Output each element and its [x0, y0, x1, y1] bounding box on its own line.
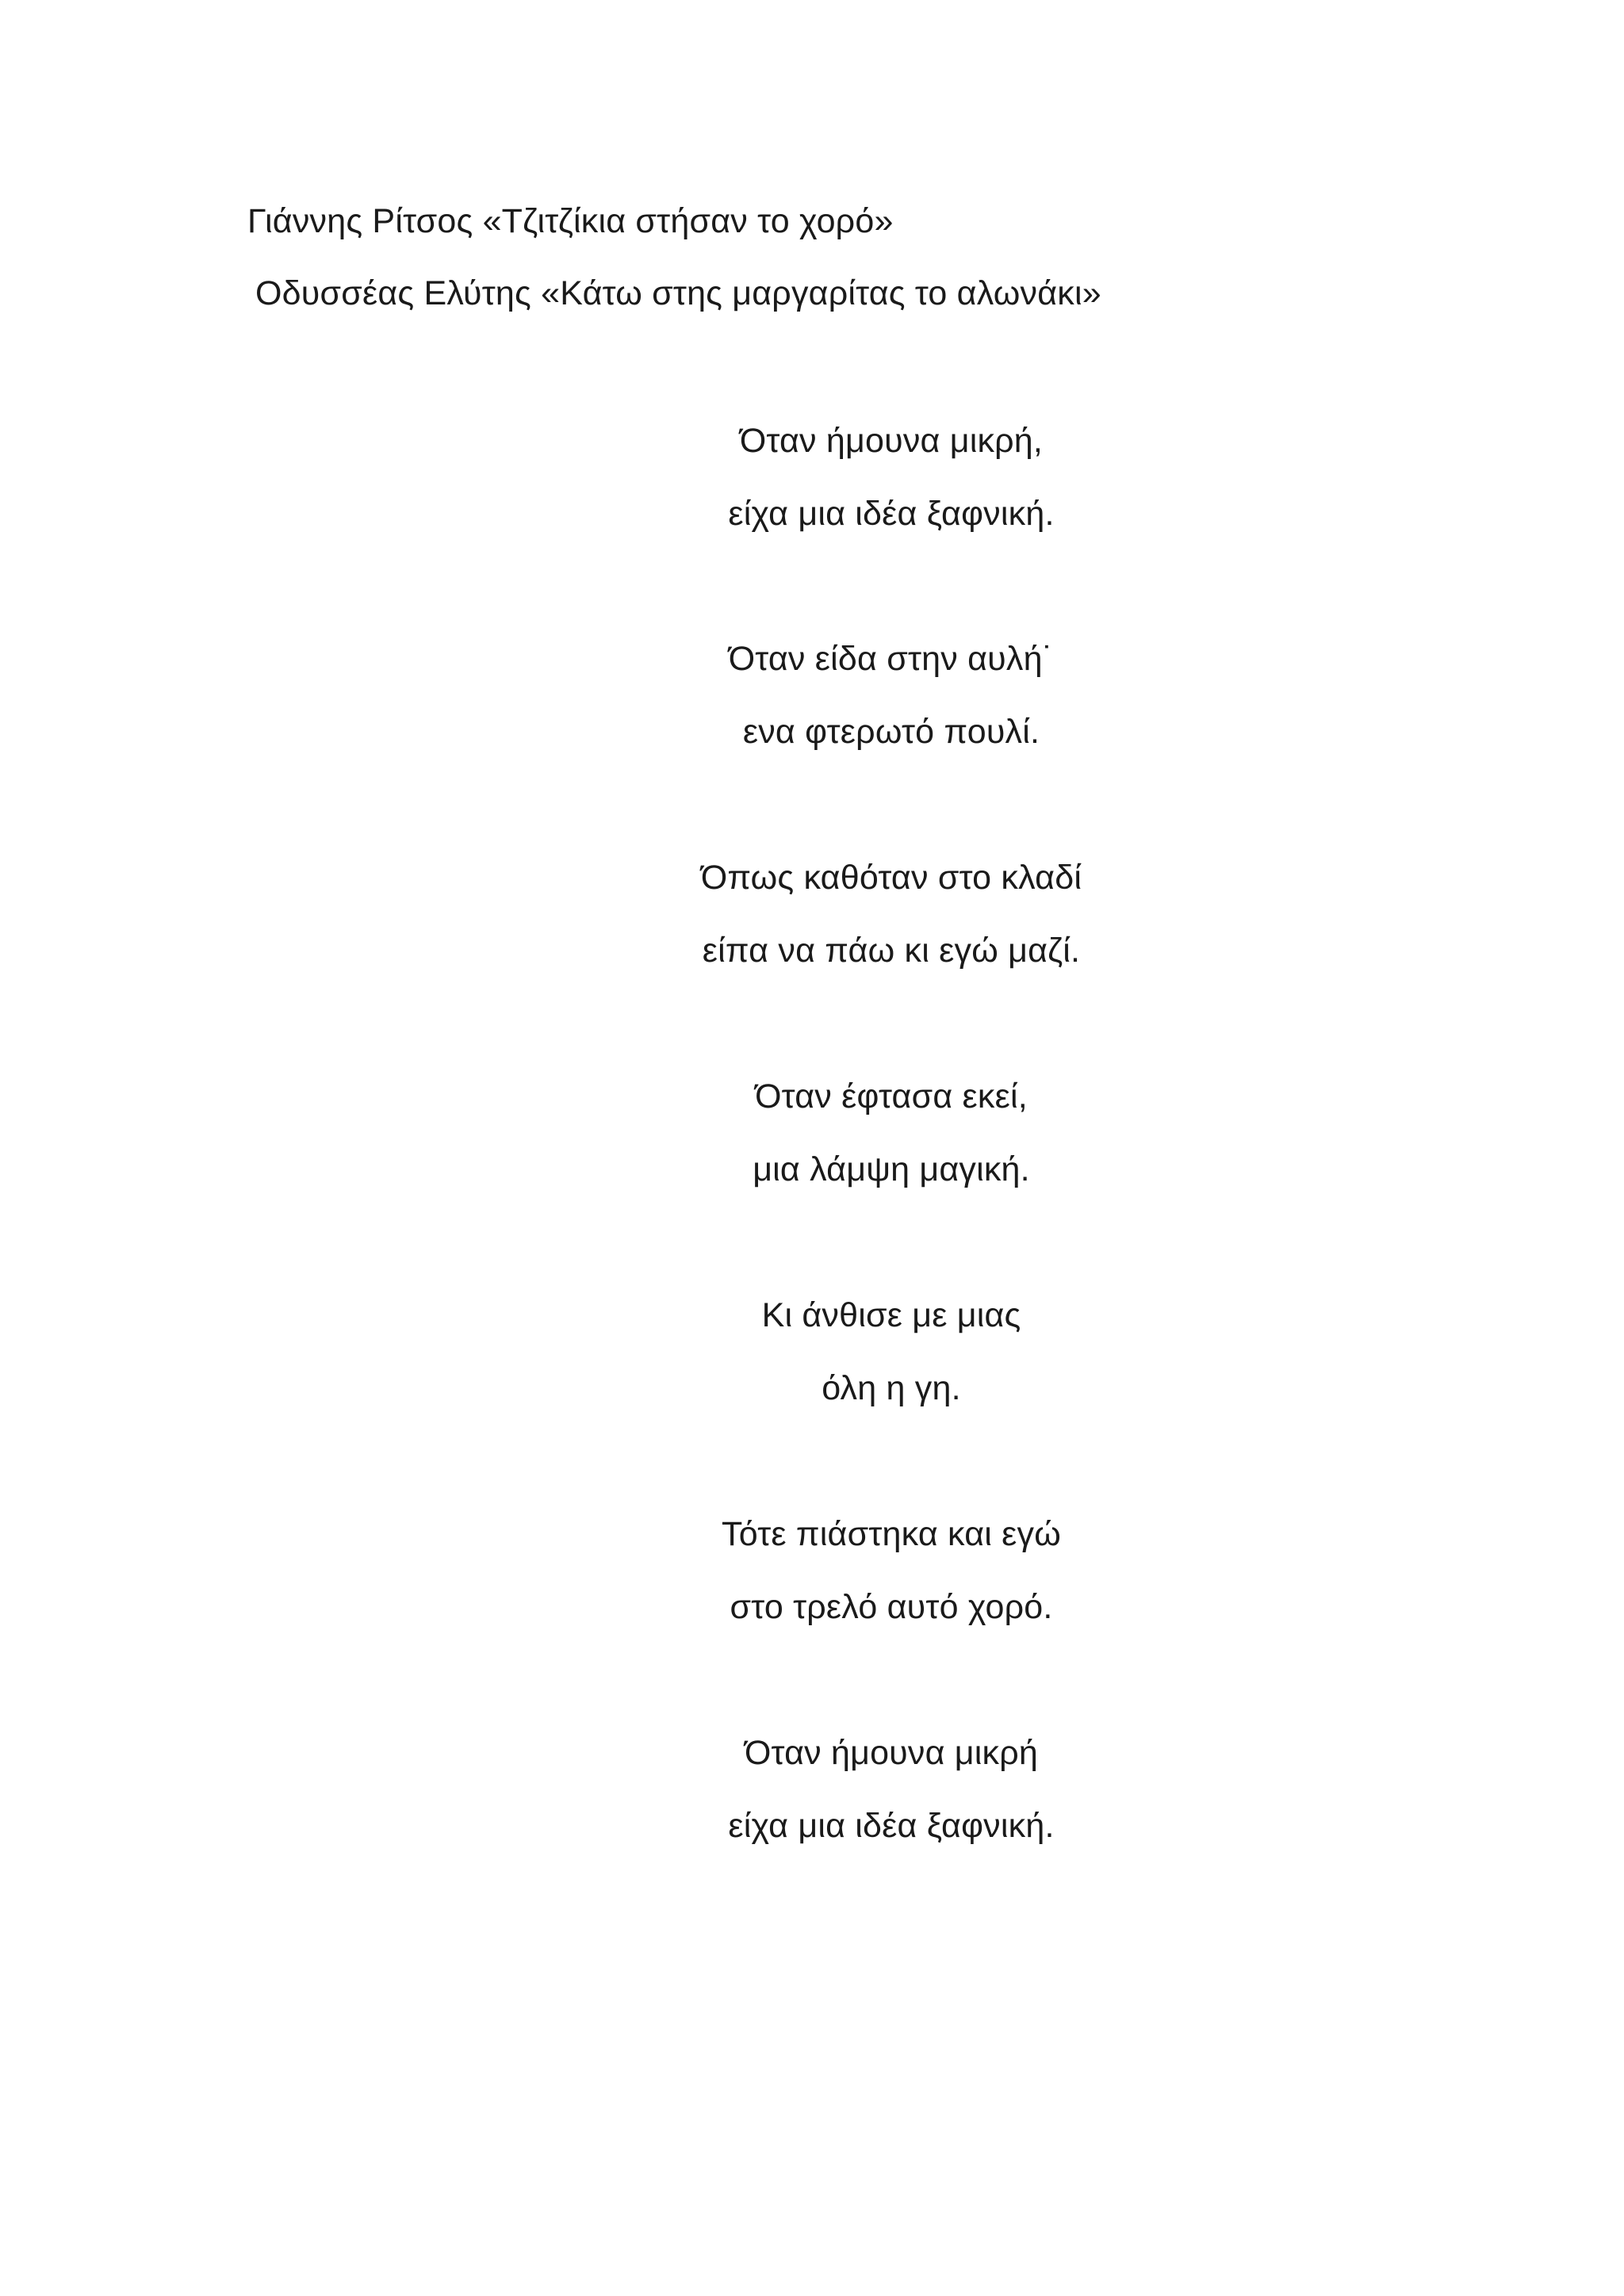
- poem-line: Κι άνθισε με μιας: [761, 1296, 1021, 1334]
- poem-line: μια λάμψη μαγική.: [753, 1150, 1030, 1188]
- poem-line: είχα μια ιδέα ξαφνική.: [728, 1807, 1055, 1845]
- poem-line: Τότε πιάστηκα και εγώ: [721, 1515, 1062, 1553]
- poem-line: Όταν έφτασα εκεί,: [755, 1077, 1028, 1115]
- poem-line: είχα μια ιδέα ξαφνική.: [728, 495, 1055, 533]
- poem-line: είπα να πάω κι εγώ μαζί.: [702, 932, 1081, 970]
- poem-line: στο τρελό αυτό χορό.: [730, 1588, 1053, 1626]
- reference-line-ritsos: Γιάννης Ρίτσος «Τζιτζίκια στήσαν το χορό»: [247, 202, 894, 240]
- poem-line: Όταν ήμουνα μικρή,: [739, 422, 1044, 460]
- poem-line: όλη η γη.: [822, 1369, 961, 1407]
- reference-line-elytis: Οδυσσέας Ελύτης «Κάτω στης μαργαρίτας το αλωνάκι»: [255, 274, 1101, 312]
- poem-line: Όταν είδα στην αυλή˙: [728, 640, 1055, 678]
- poem-line: Όπως καθόταν στο κλαδί: [700, 859, 1082, 897]
- poem-line: Όταν ήμουνα μικρή: [744, 1734, 1039, 1772]
- poem-line: ενα φτερωτό πουλί.: [742, 713, 1040, 751]
